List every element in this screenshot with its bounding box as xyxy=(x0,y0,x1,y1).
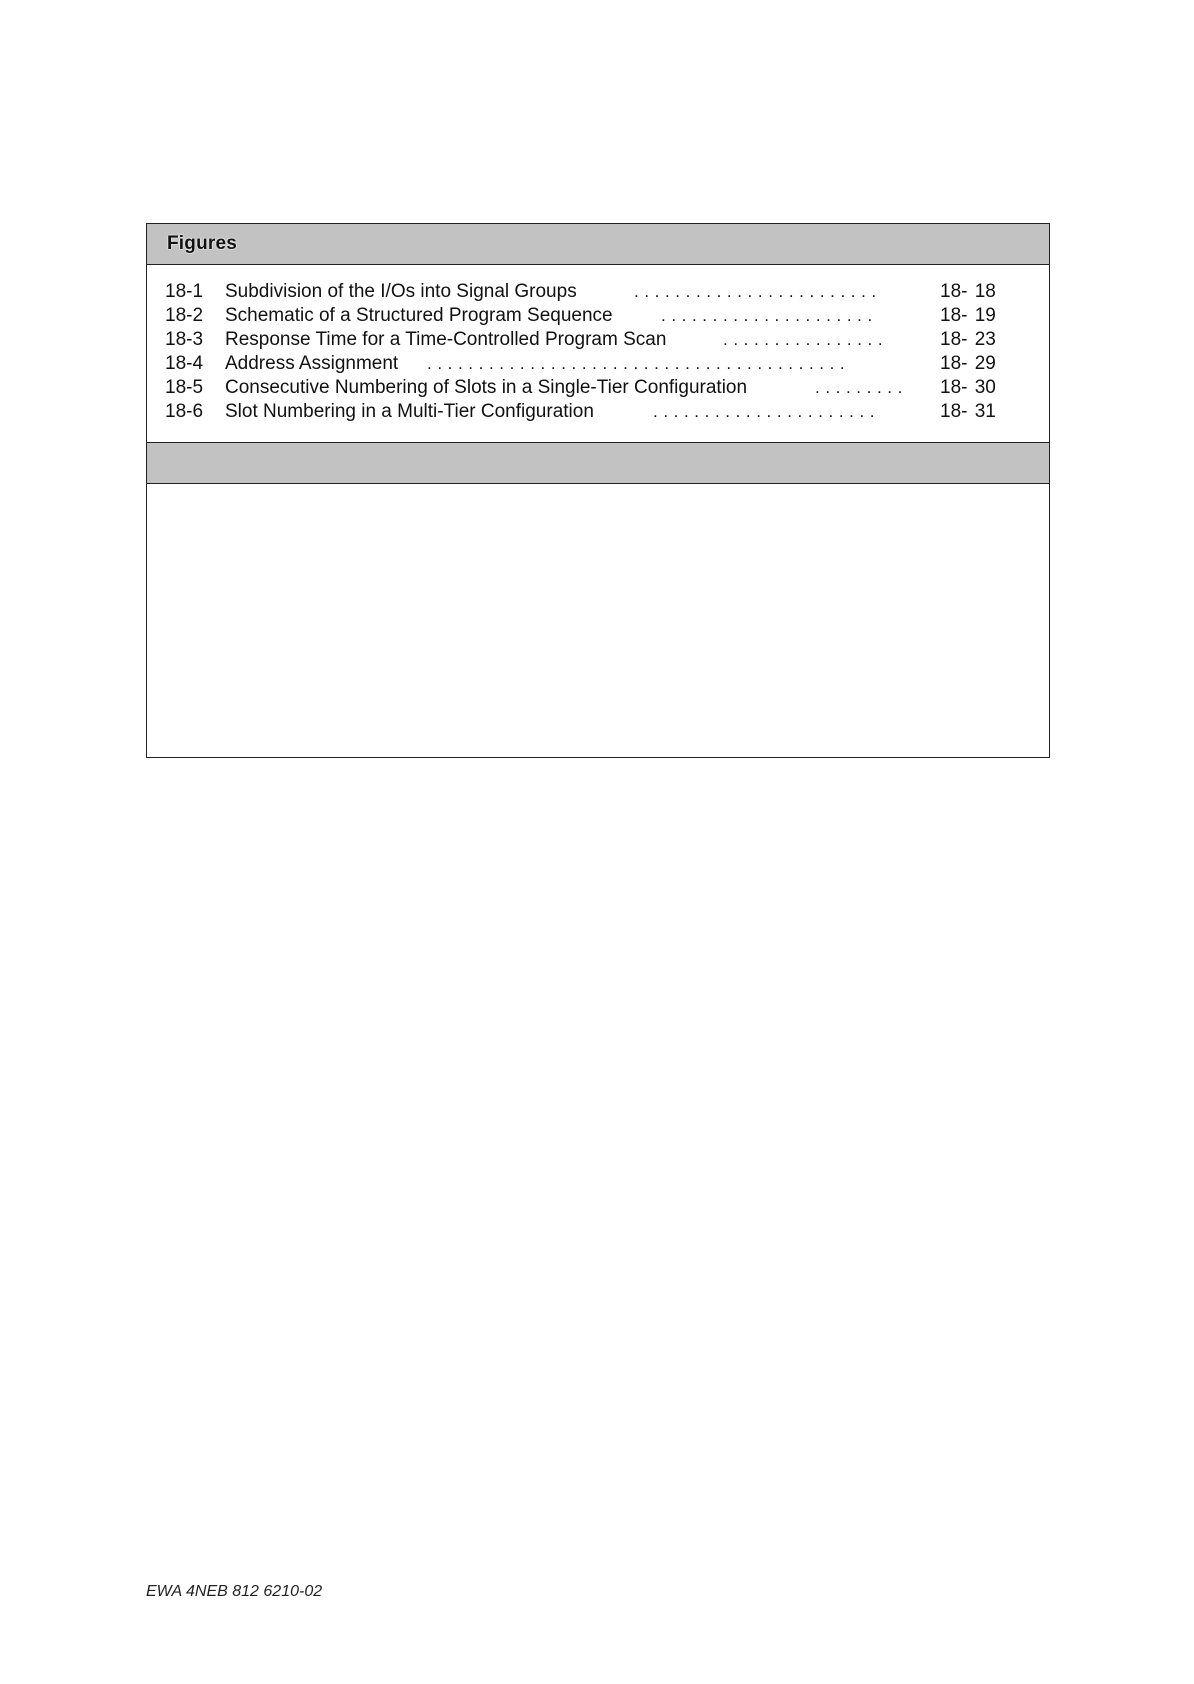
figure-title: Address Assignment xyxy=(225,353,399,374)
figure-number: 18-2 xyxy=(165,305,204,326)
dot-leader: ........................ xyxy=(634,282,882,301)
document-id: EWA 4NEB 812 6210-02 xyxy=(146,1583,323,1600)
dot-leader: ......................................... xyxy=(427,354,851,373)
figure-number: 18-1 xyxy=(165,281,204,302)
page-number: 18- 30 xyxy=(940,377,996,398)
dot-leader: ..................... xyxy=(661,306,878,325)
figure-title: Schematic of a Structured Program Sequence xyxy=(225,305,613,326)
page-number: 18- 31 xyxy=(940,401,996,422)
figure-number: 18-6 xyxy=(165,401,204,422)
separator-bar xyxy=(147,442,1049,484)
page-number: 18- 23 xyxy=(940,329,996,350)
figure-number: 18-5 xyxy=(165,377,204,398)
page-number: 18- 18 xyxy=(940,281,996,302)
list-item[interactable] xyxy=(165,304,1035,328)
figure-number: 18-4 xyxy=(165,353,204,374)
figures-box xyxy=(146,223,1050,758)
figures-list xyxy=(165,280,1035,424)
dot-leader: ...................... xyxy=(653,402,881,421)
dot-leader: ................ xyxy=(723,330,889,349)
list-item[interactable] xyxy=(165,352,1035,376)
figure-number: 18-3 xyxy=(165,329,204,350)
figure-title: Response Time for a Time-Controlled Program Scan xyxy=(225,329,667,350)
list-item[interactable] xyxy=(165,376,1035,400)
page-number: 18- 19 xyxy=(940,305,996,326)
list-item[interactable] xyxy=(165,328,1035,352)
figures-header-bar xyxy=(147,224,1049,265)
figure-title: Slot Numbering in a Multi-Tier Configuration xyxy=(225,401,594,422)
section-title: Figures xyxy=(167,233,238,254)
page-number: 18- 29 xyxy=(940,353,996,374)
dot-leader: ......... xyxy=(815,378,908,397)
figure-title: Subdivision of the I/Os into Signal Groups xyxy=(225,281,577,302)
list-item[interactable] xyxy=(165,400,1035,424)
figure-title: Consecutive Numbering of Slots in a Single-Tier Configuration xyxy=(225,377,748,398)
list-item[interactable] xyxy=(165,280,1035,304)
